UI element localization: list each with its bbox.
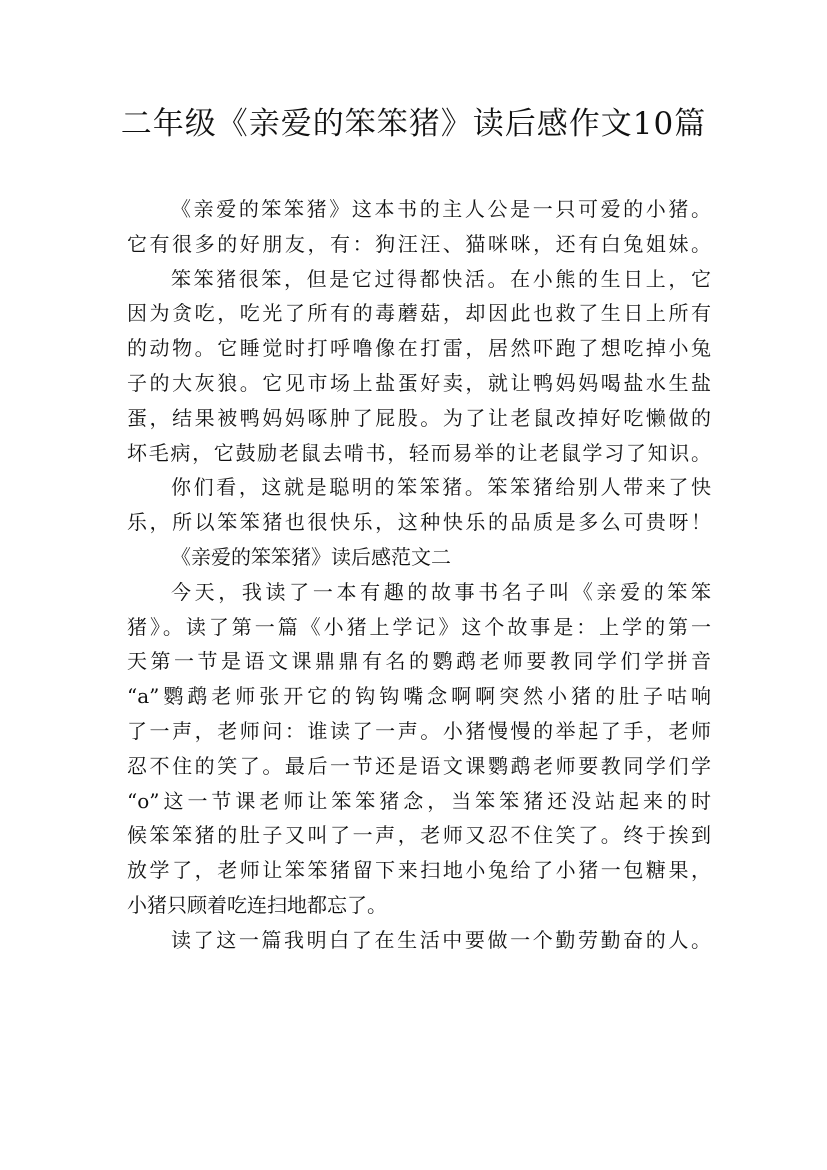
- paragraph-line: 坏毛病，它鼓励老鼠去啃书，轻而易举的让老鼠学习了知识。: [127, 440, 711, 465]
- paragraph-line: “o”这一节课老师让笨笨猪念，当笨笨猪还没站起来的时: [127, 788, 711, 813]
- paragraph-line: 它有很多的好朋友，有：狗汪汪、猫咪咪，还有白兔姐妹。: [127, 231, 711, 256]
- document-title: 二年级《亲爱的笨笨猪》读后感作文10篇: [120, 106, 707, 142]
- paragraph-line: 你们看，这就是聪明的笨笨猪。笨笨猪给别人带来了快: [171, 475, 711, 500]
- section-heading: 《亲爱的笨笨猪》读后感范文二: [171, 544, 451, 569]
- document-body: [127, 192, 711, 958]
- paragraph-line: 笨笨猪很笨，但是它过得都快活。在小熊的生日上，它: [171, 266, 711, 291]
- paragraph-line: “a”鹦鹉老师张开它的钩钩嘴念啊啊突然小猪的肚子咕响: [127, 684, 711, 709]
- paragraph-line: 猪》。读了第一篇《小猪上学记》这个故事是：上学的第一: [127, 614, 711, 639]
- paragraph-line: 乐，所以笨笨猪也很快乐，这种快乐的品质是多么可贵呀！: [127, 510, 711, 535]
- paragraph-line: 今天，我读了一本有趣的故事书名子叫《亲爱的笨笨: [171, 579, 711, 604]
- paragraph-line: 候笨笨猪的肚子又叫了一声，老师又忍不住笑了。终于挨到: [127, 823, 711, 848]
- paragraph-line: 蛋，结果被鸭妈妈啄肿了屁股。为了让老鼠改掉好吃懒做的: [127, 405, 711, 430]
- paragraph-line: 忍不住的笑了。最后一节还是语文课鹦鹉老师要教同学们学: [127, 753, 711, 778]
- paragraph-line: 了一声，老师问：谁读了一声。小猪慢慢的举起了手，老师: [127, 718, 711, 743]
- paragraph-line: 小猪只顾着吃连扫地都忘了。: [127, 892, 387, 917]
- paragraph-line: 的动物。它睡觉时打呼噜像在打雷，居然吓跑了想吃掉小兔: [127, 336, 711, 361]
- paragraph-line: 读了这一篇我明白了在生活中要做一个勤劳勤奋的人。: [171, 927, 711, 952]
- paragraph-line: 天第一节是语文课鼎鼎有名的鹦鹉老师要教同学们学拼音: [127, 649, 711, 674]
- paragraph-line: 放学了，老师让笨笨猪留下来扫地小兔给了小猪一包糖果，: [127, 858, 711, 883]
- paragraph-line: 因为贪吃，吃光了所有的毒蘑菇，却因此也救了生日上所有: [127, 301, 711, 326]
- paragraph-line: 《亲爱的笨笨猪》这本书的主人公是一只可爱的小猪。: [171, 197, 711, 221]
- paragraph-line: 子的大灰狼。它见市场上盐蛋好卖，就让鸭妈妈喝盐水生盐: [127, 370, 711, 395]
